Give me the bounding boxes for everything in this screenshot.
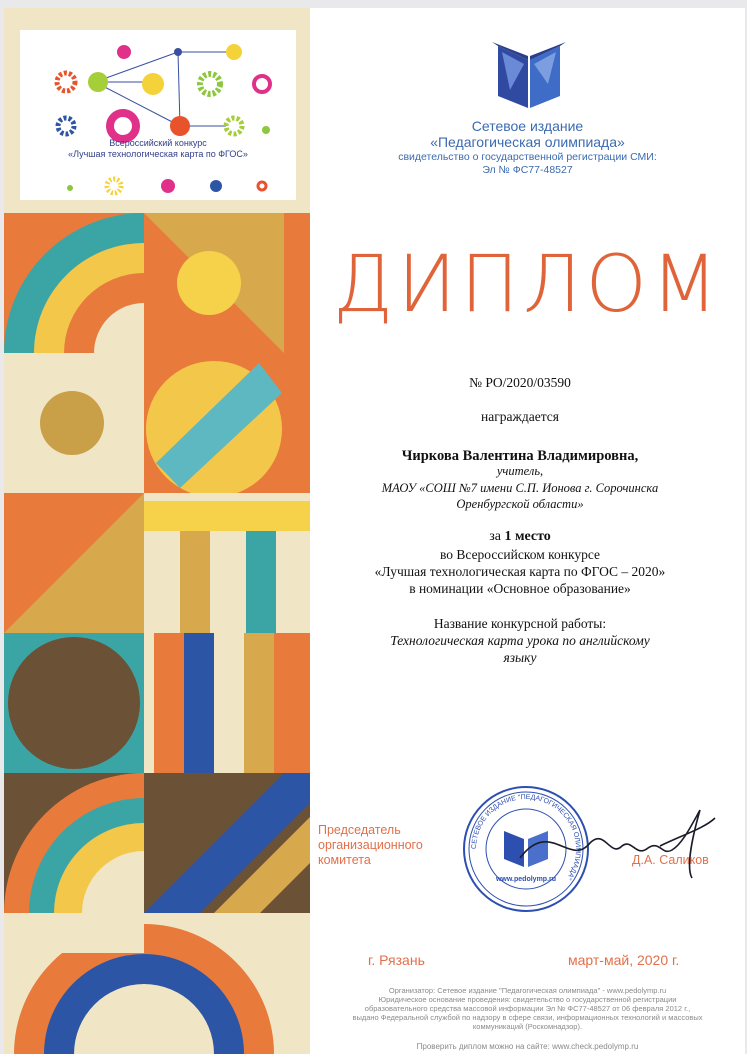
handwritten-signature [510,798,720,888]
award-place-value: 1 место [504,529,551,544]
contest-logo-caption [20,138,296,160]
recipient-position: учитель, [496,464,544,478]
recipient-org-line1: МАОУ «СОШ №7 имени С.П. Ионова г. Сорочинска [381,481,659,495]
diploma-title: ДИПЛОМ [332,240,723,330]
geometric-pattern [4,213,310,1054]
open-book-logo-icon [490,38,568,110]
stamp-url: www.pedolymp.ru [495,876,557,883]
footer-line4: выдано Федеральной службой по надзору в сфере связи, информационных технологий и массовых [352,1013,703,1022]
signature-role-line1: Председатель [318,823,401,837]
recipient-org-line2: Оренбургской области» [456,497,584,511]
publisher-line2: «Педагогическая олимпиада» [430,134,625,150]
work-label: Название конкурсной работы: [433,616,607,631]
footer-line3: образовательного средства массовой информации Эл № ФС77-48527 от 06 февраля 2012 г., [364,1004,691,1013]
molecule-logo-graphic [20,30,296,200]
signature-role [318,823,423,868]
footer-line2: Юридическое основание проведения: свидетельство о государственной регистрации [378,995,677,1004]
diploma-content [310,8,745,1054]
recipient-name: Чиркова Валентина Владимировна, [401,448,639,464]
contest-logo [20,30,296,200]
publisher-line1: Сетевое издание [471,118,584,134]
award-line2: «Лучшая технологическая карта по ФГОС – 2020» [374,564,666,579]
work-title-line2: языку [503,650,537,665]
publisher-line4: Эл № ФС77-48527 [482,164,573,176]
date: март-май, 2020 г. [568,952,680,968]
contest-caption-line1: Всероссийский конкурс [109,138,207,148]
diploma-page [4,8,745,1054]
award-line3: в номинации «Основное образование» [409,581,631,596]
verify-url[interactable]: Проверить диплом можно на сайте: www.check.pedolymp.ru [416,1042,639,1051]
stamp-ring-text: СЕТЕВОЕ ИЗДАНИЕ "ПЕДАГОГИЧЕСКАЯ ОЛИМПИАДА" [470,793,582,881]
award-line1: во Всероссийском конкурсе [440,547,600,562]
signature-role-line2: организационного [318,838,423,852]
signer-name: Д.А. Саликов [632,853,709,867]
publisher-line3: свидетельство о государственной регистрации СМИ: [398,151,657,163]
award-prefix: за [489,529,501,544]
awarded-label: награждается [481,409,559,424]
award-place [310,529,730,545]
footer-line1: Организатор: Сетевое издание "Педагогическая олимпиада" - www.pedolymp.ru [388,986,667,995]
decorative-strip [4,8,310,1054]
contest-caption-line2: «Лучшая технологическая карта по ФГОС» [68,149,248,159]
diploma-number: № PO/2020/03590 [469,375,571,390]
footer-line5: коммуникаций (Роскомнадзор). [472,1022,583,1031]
signature-role-line3: комитета [318,853,371,867]
city: г. Рязань [368,952,425,968]
work-title-line1: Технологическая карта урока по английскому [390,633,650,648]
